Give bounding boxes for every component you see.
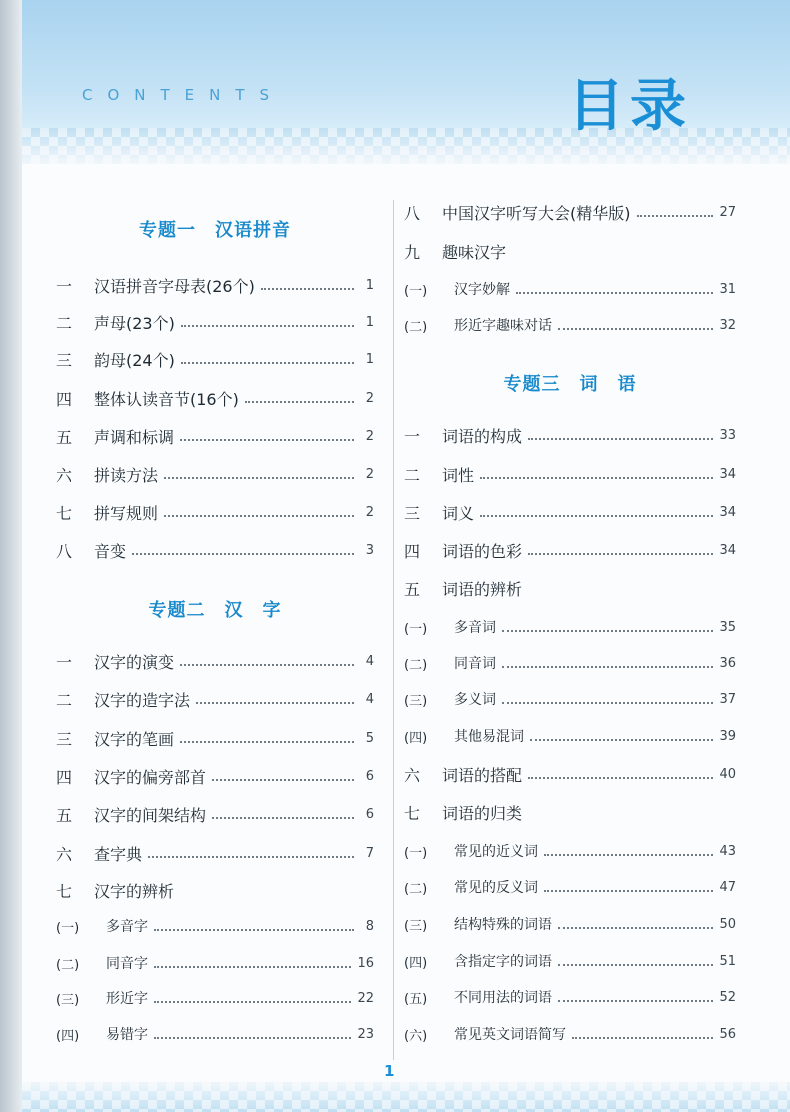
- entry-label: 常见的反义词: [454, 880, 538, 896]
- entry-number: 二: [404, 465, 421, 485]
- entry-page: 3: [365, 542, 374, 558]
- entry-page: 4: [365, 691, 374, 707]
- entry-page: 2: [365, 504, 374, 520]
- entry-label: 不同用法的词语: [454, 990, 552, 1006]
- toc-subentry[interactable]: [404, 911, 736, 937]
- dot-leader: [544, 854, 713, 856]
- toc-entry[interactable]: [56, 461, 374, 487]
- section-heading: 专题三 词 语: [503, 374, 637, 395]
- entry-page: 32: [719, 317, 736, 333]
- dot-leader: [502, 666, 713, 668]
- dot-leader: [530, 739, 713, 741]
- toc-subentry[interactable]: [404, 686, 736, 712]
- footer-checker-pattern: [22, 1082, 790, 1112]
- dot-leader: [502, 630, 713, 632]
- entry-number: (二): [404, 319, 428, 335]
- dot-leader: [181, 362, 354, 364]
- entry-label: 查字典: [94, 844, 143, 864]
- entry-number: 四: [56, 389, 73, 409]
- entry-label: 汉字妙解: [454, 282, 510, 298]
- entry-page: 40: [719, 766, 736, 782]
- toc-subentry[interactable]: [404, 650, 736, 676]
- entry-number: 一: [404, 426, 421, 446]
- toc-entry[interactable]: [56, 272, 374, 298]
- page-title: 目录: [568, 74, 692, 139]
- entry-label: 整体认读音节(16个): [94, 389, 239, 409]
- toc-subentry[interactable]: [404, 614, 736, 640]
- dot-leader: [261, 288, 354, 290]
- dot-leader: [544, 890, 713, 892]
- entry-label: 易错字: [106, 1027, 148, 1043]
- entry-page: 2: [365, 466, 374, 482]
- entry-page: 37: [719, 691, 736, 707]
- entry-page: 43: [719, 843, 736, 859]
- toc-entry[interactable]: [56, 725, 374, 751]
- toc-subentry[interactable]: [404, 838, 736, 864]
- toc-entry[interactable]: [56, 537, 374, 563]
- entry-label: 含指定字的词语: [454, 954, 552, 970]
- toc-entry[interactable]: [404, 238, 736, 264]
- toc-subentry[interactable]: [404, 948, 736, 974]
- dot-leader: [480, 477, 713, 479]
- dot-leader: [132, 553, 354, 555]
- toc-entry[interactable]: [404, 199, 736, 225]
- entry-label: 同音词: [454, 656, 496, 672]
- section-heading: 专题一 汉语拼音: [139, 220, 291, 241]
- entry-label: 多义词: [454, 692, 496, 708]
- toc-subentry[interactable]: [56, 985, 374, 1011]
- dot-leader: [180, 741, 354, 743]
- entry-number: (四): [404, 730, 428, 746]
- entry-page: 23: [357, 1026, 374, 1042]
- entry-number: 二: [56, 690, 73, 710]
- toc-subentry[interactable]: [56, 1021, 374, 1047]
- entry-label: 常见的近义词: [454, 844, 538, 860]
- toc-subentry[interactable]: [404, 276, 736, 302]
- entry-number: (三): [56, 992, 80, 1008]
- entry-label: 同音字: [106, 956, 148, 972]
- entry-number: (一): [404, 621, 428, 637]
- entry-number: 一: [56, 652, 73, 672]
- toc-entry[interactable]: [56, 686, 374, 712]
- entry-number: 八: [56, 541, 73, 561]
- dot-leader: [245, 401, 354, 403]
- dot-leader: [528, 438, 713, 440]
- toc-entry[interactable]: [56, 423, 374, 449]
- toc-entry[interactable]: [404, 761, 736, 787]
- entry-number: (五): [404, 991, 428, 1007]
- entry-page: 6: [365, 806, 374, 822]
- entry-label: 音变: [94, 541, 127, 561]
- entry-page: 36: [719, 655, 736, 671]
- dot-leader: [196, 702, 354, 704]
- entry-label: 词性: [442, 465, 475, 485]
- entry-label: 常见英文词语简写: [454, 1027, 566, 1043]
- entry-page: 34: [719, 504, 736, 520]
- entry-label: 拼读方法: [94, 465, 159, 485]
- entry-page: 51: [719, 953, 736, 969]
- toc-subentry[interactable]: [404, 1021, 736, 1047]
- entry-number: (六): [404, 1028, 428, 1044]
- toc-subentry[interactable]: [404, 723, 736, 749]
- entry-number: (三): [404, 918, 428, 934]
- entry-page: 34: [719, 542, 736, 558]
- entry-label: 汉字的辨析: [94, 881, 175, 901]
- entry-label: 汉字的间架结构: [94, 805, 207, 825]
- entry-label: 词语的色彩: [442, 541, 523, 561]
- entry-page: 50: [719, 916, 736, 932]
- entry-number: (二): [56, 957, 80, 973]
- entry-page: 52: [719, 989, 736, 1005]
- entry-page: 22: [357, 990, 374, 1006]
- entry-page: 1: [365, 351, 374, 367]
- entry-label: 中国汉字听写大会(精华版): [442, 203, 631, 223]
- entry-page: 16: [357, 955, 374, 971]
- toc-subentry[interactable]: [56, 950, 374, 976]
- entry-number: (三): [404, 693, 428, 709]
- entry-page: 1: [365, 314, 374, 330]
- toc-entry[interactable]: [404, 537, 736, 563]
- toc-subentry[interactable]: [404, 312, 736, 338]
- entry-number: 四: [56, 767, 73, 787]
- entry-page: 8: [365, 918, 374, 934]
- entry-label: 汉语拼音字母表(26个): [94, 276, 255, 296]
- toc-entry[interactable]: [56, 840, 374, 866]
- dot-leader: [212, 779, 354, 781]
- toc-entry[interactable]: [404, 799, 736, 825]
- entry-number: 六: [56, 844, 73, 864]
- entry-label: 汉字的偏旁部首: [94, 767, 207, 787]
- entry-label: 词语的归类: [442, 803, 523, 823]
- entry-label: 汉字的造字法: [94, 690, 191, 710]
- entry-page: 2: [365, 428, 374, 444]
- dot-leader: [558, 964, 713, 966]
- entry-number: 七: [404, 803, 421, 823]
- entry-label: 其他易混词: [454, 729, 524, 745]
- toc-entry[interactable]: [56, 499, 374, 525]
- entry-label: 汉字的演变: [94, 652, 175, 672]
- entry-label: 词语的辨析: [442, 579, 523, 599]
- section-heading: 专题二 汉 字: [148, 600, 282, 621]
- entry-number: 三: [56, 350, 73, 370]
- toc-entry[interactable]: [56, 385, 374, 411]
- entry-number: 三: [56, 729, 73, 749]
- toc-subentry[interactable]: [404, 984, 736, 1010]
- dot-leader: [181, 325, 354, 327]
- dot-leader: [502, 702, 713, 704]
- toc-entry[interactable]: [404, 461, 736, 487]
- entry-label: 多音字: [106, 919, 148, 935]
- entry-page: 2: [365, 390, 374, 406]
- toc-entry[interactable]: [56, 763, 374, 789]
- entry-number: 五: [404, 579, 421, 599]
- entry-number: 九: [404, 242, 421, 262]
- contents-label: CONTENTS: [82, 86, 285, 104]
- entry-number: 五: [56, 427, 73, 447]
- entry-label: 声母(23个): [94, 313, 175, 333]
- entry-number: (一): [404, 283, 428, 299]
- toc-entry[interactable]: [404, 575, 736, 601]
- dot-leader: [180, 664, 354, 666]
- page-number: 1: [384, 1062, 395, 1080]
- entry-page: 27: [719, 204, 736, 220]
- entry-number: 八: [404, 203, 421, 223]
- dot-leader: [572, 1037, 713, 1039]
- column-divider: [393, 200, 394, 1060]
- entry-page: 7: [365, 845, 374, 861]
- entry-number: 七: [56, 503, 73, 523]
- entry-page: 34: [719, 466, 736, 482]
- toc-entry[interactable]: [56, 801, 374, 827]
- entry-number: 一: [56, 276, 73, 296]
- dot-leader: [148, 856, 354, 858]
- entry-number: 七: [56, 881, 73, 901]
- dot-leader: [528, 553, 713, 555]
- entry-label: 汉字的笔画: [94, 729, 175, 749]
- dot-leader: [154, 1037, 351, 1039]
- toc-subentry[interactable]: [56, 913, 374, 939]
- entry-page: 33: [719, 427, 736, 443]
- entry-page: 5: [365, 730, 374, 746]
- entry-number: (四): [404, 955, 428, 971]
- entry-label: 形近字趣味对话: [454, 318, 552, 334]
- entry-label: 词语的搭配: [442, 765, 523, 785]
- toc-entry[interactable]: [56, 346, 374, 372]
- entry-number: (四): [56, 1028, 80, 1044]
- dot-leader: [558, 927, 713, 929]
- toc-entry[interactable]: [56, 309, 374, 335]
- entry-label: 拼写规则: [94, 503, 159, 523]
- entry-number: (二): [404, 657, 428, 673]
- book-spine-shadow: [0, 0, 22, 1112]
- entry-number: 五: [56, 805, 73, 825]
- entry-number: 三: [404, 503, 421, 523]
- toc-entry[interactable]: [404, 422, 736, 448]
- dot-leader: [164, 477, 354, 479]
- entry-label: 趣味汉字: [442, 242, 507, 262]
- toc-page: [22, 0, 790, 1112]
- dot-leader: [164, 515, 354, 517]
- entry-label: 结构特殊的词语: [454, 917, 552, 933]
- dot-leader: [480, 515, 713, 517]
- dot-leader: [528, 777, 713, 779]
- entry-number: 四: [404, 541, 421, 561]
- entry-number: (一): [56, 920, 80, 936]
- entry-page: 39: [719, 728, 736, 744]
- dot-leader: [154, 929, 354, 931]
- entry-page: 1: [365, 277, 374, 293]
- dot-leader: [516, 292, 713, 294]
- toc-entry[interactable]: [56, 877, 374, 903]
- entry-page: 35: [719, 619, 736, 635]
- entry-label: 声调和标调: [94, 427, 175, 447]
- entry-number: (二): [404, 881, 428, 897]
- dot-leader: [154, 1001, 351, 1003]
- entry-number: 六: [56, 465, 73, 485]
- entry-label: 词语的构成: [442, 426, 523, 446]
- entry-number: (一): [404, 845, 428, 861]
- toc-entry[interactable]: [56, 648, 374, 674]
- entry-label: 多音词: [454, 620, 496, 636]
- dot-leader: [154, 966, 351, 968]
- dot-leader: [558, 1000, 713, 1002]
- entry-page: 47: [719, 879, 736, 895]
- toc-subentry[interactable]: [404, 874, 736, 900]
- entry-label: 形近字: [106, 991, 148, 1007]
- dot-leader: [212, 817, 354, 819]
- dot-leader: [180, 439, 354, 441]
- toc-entry[interactable]: [404, 499, 736, 525]
- entry-page: 4: [365, 653, 374, 669]
- entry-page: 56: [719, 1026, 736, 1042]
- entry-number: 二: [56, 313, 73, 333]
- entry-label: 韵母(24个): [94, 350, 175, 370]
- entry-page: 6: [365, 768, 374, 784]
- dot-leader: [637, 215, 714, 217]
- entry-page: 31: [719, 281, 736, 297]
- dot-leader: [558, 328, 713, 330]
- entry-label: 词义: [442, 503, 475, 523]
- entry-number: 六: [404, 765, 421, 785]
